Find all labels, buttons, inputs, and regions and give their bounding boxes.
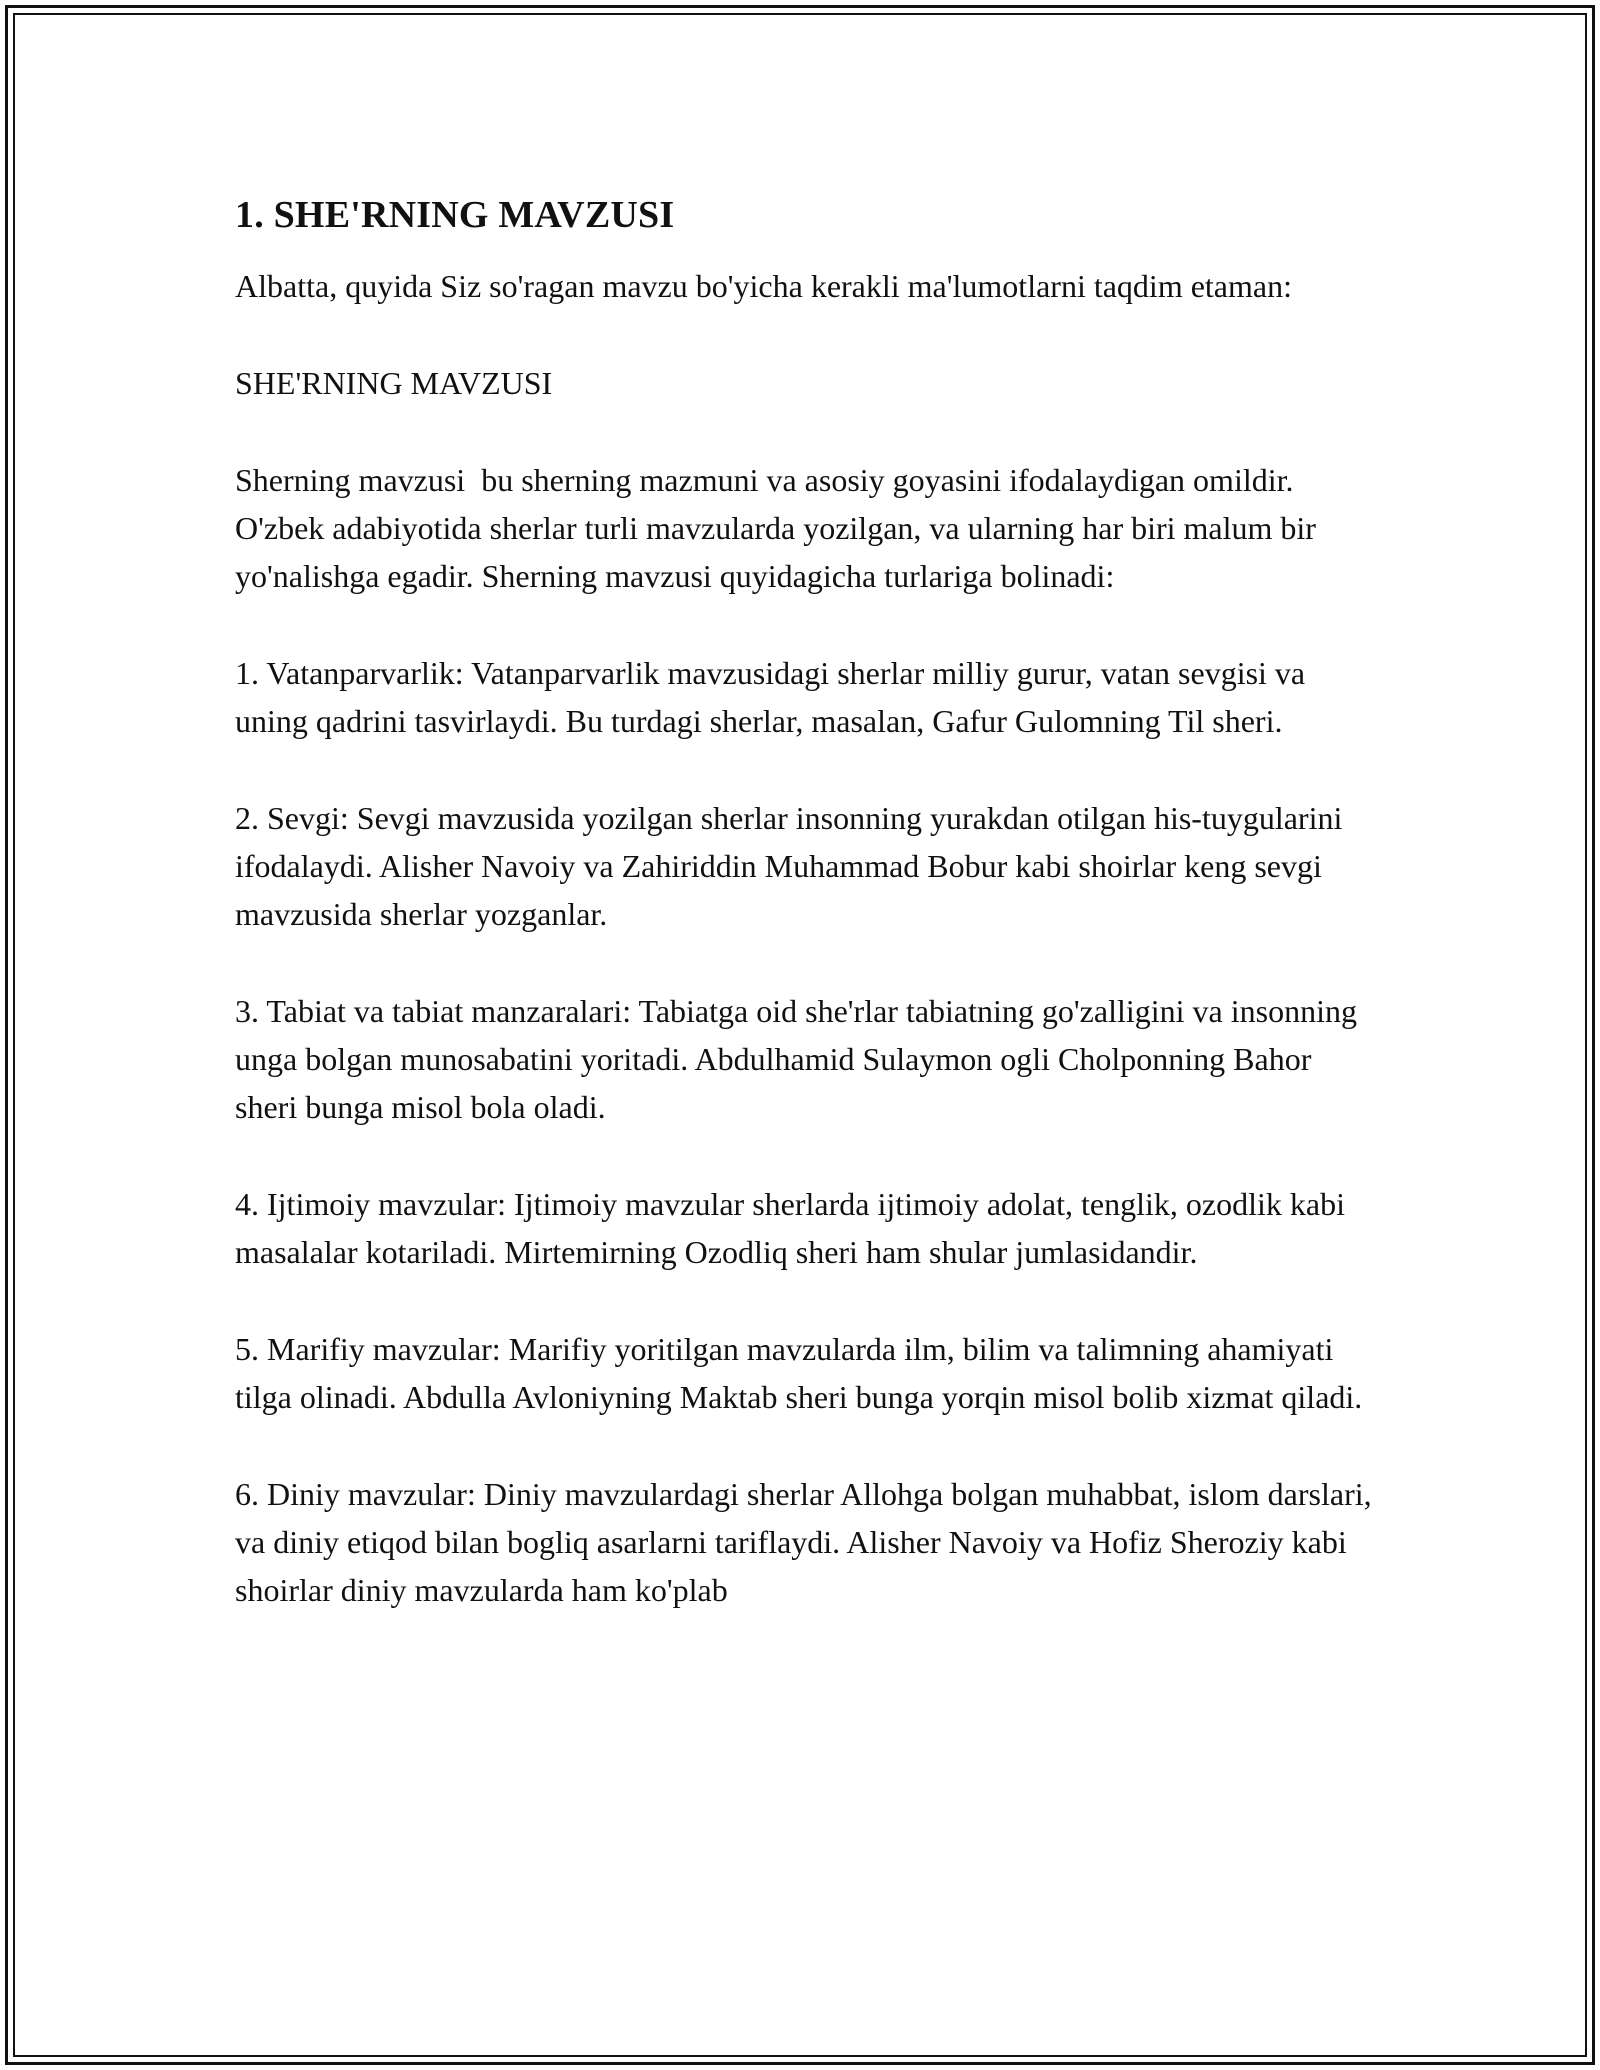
definition-paragraph: Sherning mavzusi bu sherning mazmuni va asosiy goyasini ifodalaydigan omildir. O'zbek adabiyotida sherlar turli mavzularda yozilgan, va ularning har biri malum bir yo'nalishga egadir. Sherning mavzusi quyidagicha turlariga bolinadi: (235, 462, 1324, 594)
list-item-vatanparvarlik: 1. Vatanparvarlik: Vatanparvarlik mavzusidagi sherlar milliy gurur, vatan sevgisi va uning qadrini tasvirlaydi. Bu turdagi sherlar, masalan, Gafur Gulomning Til sheri. (235, 655, 1314, 739)
list-item-diniy: 6. Diniy mavzular: Diniy mavzulardagi sherlar Allohga bolgan muhabbat, islom darslari, va diniy etiqod bilan bogliq asarlarni tariflaydi. Alisher Navoiy va Hofiz Sheroziy kabi shoirlar diniy mavzularda ham ko'plab (235, 1476, 1380, 1608)
section-heading: 1. SHE'RNING MAVZUSI (235, 194, 675, 236)
document-body (235, 190, 1380, 1614)
list-item-tabiat: 3. Tabiat va tabiat manzaralari: Tabiatga oid she'rlar tabiatning go'zalligini va insonning unga bolgan munosabatini yoritadi. Abdulhamid Sulaymon ogli Cholponning Bahor sheri bunga misol bola oladi. (235, 993, 1365, 1125)
intro-paragraph: Albatta, quyida Siz so'ragan mavzu bo'yicha kerakli ma'lumotlarni taqdim etaman: (235, 268, 1292, 304)
list-item-ijtimoiy: 4. Ijtimoiy mavzular: Ijtimoiy mavzular sherlarda ijtimoiy adolat, tenglik, ozodlik kabi masalalar kotariladi. Mirtemirning Ozodliq sheri ham shular jumlasidandir. (235, 1186, 1353, 1270)
list-item-sevgi: 2. Sevgi: Sevgi mavzusida yozilgan sherlar insonning yurakdan otilgan his-tuygularini ifodalaydi. Alisher Navoiy va Zahiriddin Muhammad Bobur kabi shoirlar keng sevgi mavzusida sherlar yozganlar. (235, 800, 1351, 932)
subtitle-paragraph: SHE'RNING MAVZUSI (235, 365, 553, 401)
list-item-marifiy: 5. Marifiy mavzular: Marifiy yoritilgan mavzularda ilm, bilim va talimning ahamiyati tilga olinadi. Abdulla Avloniyning Maktab sheri bunga yorqin misol bolib xizmat qiladi. (235, 1331, 1363, 1415)
